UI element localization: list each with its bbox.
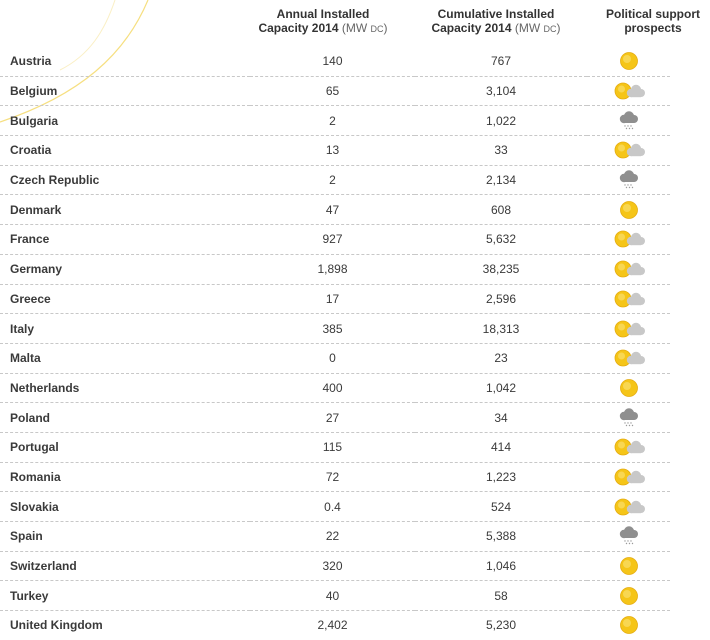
annual-capacity-value: 0.4 <box>250 492 415 522</box>
capacity-table <box>0 47 670 640</box>
rain-cloud-icon <box>611 110 647 132</box>
sun-cloud-icon <box>611 80 647 102</box>
sun-icon <box>611 199 647 221</box>
country-name: Czech Republic <box>0 165 250 195</box>
cumulative-capacity-value: 608 <box>415 195 587 225</box>
header-cumulative-capacity <box>410 7 582 36</box>
table-row <box>0 522 670 552</box>
country-name: Turkey <box>0 581 250 611</box>
table-header <box>0 0 710 48</box>
header-political-line2: prospects <box>624 21 682 35</box>
cumulative-capacity-value: 23 <box>415 343 587 373</box>
annual-capacity-value: 13 <box>250 136 415 166</box>
table-body <box>0 47 670 640</box>
cumulative-capacity-value: 18,313 <box>415 314 587 344</box>
sun-cloud-icon <box>611 228 647 250</box>
cumulative-capacity-value: 5,632 <box>415 225 587 255</box>
political-support-cell <box>587 47 670 76</box>
annual-capacity-value: 2 <box>250 165 415 195</box>
header-political-line1: Political support <box>605 7 700 21</box>
political-support-cell <box>587 462 670 492</box>
rain-cloud-icon <box>611 169 647 191</box>
cumulative-capacity-value: 2,596 <box>415 284 587 314</box>
table-row <box>0 462 670 492</box>
cumulative-capacity-value: 58 <box>415 581 587 611</box>
annual-capacity-value: 22 <box>250 522 415 552</box>
cumulative-capacity-value: 5,388 <box>415 522 587 552</box>
political-support-cell <box>587 522 670 552</box>
country-name: France <box>0 225 250 255</box>
political-support-cell <box>587 225 670 255</box>
table-row <box>0 403 670 433</box>
table-row <box>0 373 670 403</box>
header-cumulative-line2-wrap <box>410 21 582 36</box>
country-name: Slovakia <box>0 492 250 522</box>
political-support-cell <box>587 254 670 284</box>
annual-capacity-value: 17 <box>250 284 415 314</box>
political-support-cell <box>587 551 670 581</box>
table-row <box>0 165 670 195</box>
sun-cloud-icon <box>611 318 647 340</box>
header-annual-capacity <box>240 7 406 36</box>
political-support-cell <box>587 195 670 225</box>
cumulative-capacity-value: 34 <box>415 403 587 433</box>
country-name: Greece <box>0 284 250 314</box>
header-cumulative-unit-close: ) <box>556 21 561 35</box>
header-annual-unit <box>342 21 388 35</box>
table-row <box>0 254 670 284</box>
annual-capacity-value: 400 <box>250 373 415 403</box>
sun-icon <box>611 555 647 577</box>
sun-cloud-icon <box>611 139 647 161</box>
table-row <box>0 581 670 611</box>
sun-cloud-icon <box>611 466 647 488</box>
political-support-cell <box>587 343 670 373</box>
political-support-cell <box>587 611 670 640</box>
cumulative-capacity-value: 767 <box>415 47 587 76</box>
sun-cloud-icon <box>611 288 647 310</box>
country-name: Belgium <box>0 76 250 106</box>
cumulative-capacity-value: 414 <box>415 432 587 462</box>
political-support-cell <box>587 432 670 462</box>
table-row <box>0 284 670 314</box>
annual-capacity-value: 27 <box>250 403 415 433</box>
header-cumulative-line2: Capacity 2014 <box>431 21 512 35</box>
table-row <box>0 492 670 522</box>
table-row <box>0 432 670 462</box>
table-row <box>0 47 670 76</box>
sun-icon <box>611 614 647 636</box>
sun-cloud-icon <box>611 258 647 280</box>
annual-capacity-value: 320 <box>250 551 415 581</box>
table-row <box>0 225 670 255</box>
annual-capacity-value: 40 <box>250 581 415 611</box>
sun-icon <box>611 50 647 72</box>
annual-capacity-value: 140 <box>250 47 415 76</box>
country-name: Malta <box>0 343 250 373</box>
political-support-cell <box>587 106 670 136</box>
country-name: Netherlands <box>0 373 250 403</box>
political-support-cell <box>587 136 670 166</box>
annual-capacity-value: 115 <box>250 432 415 462</box>
table-row <box>0 611 670 640</box>
political-support-cell <box>587 76 670 106</box>
country-name: Bulgaria <box>0 106 250 136</box>
sun-cloud-icon <box>611 496 647 518</box>
cumulative-capacity-value: 524 <box>415 492 587 522</box>
political-support-cell <box>587 373 670 403</box>
country-name: Switzerland <box>0 551 250 581</box>
header-annual-unit-sub: DC <box>370 24 384 34</box>
annual-capacity-value: 927 <box>250 225 415 255</box>
country-name: Portugal <box>0 432 250 462</box>
header-annual-line2-wrap <box>240 21 406 36</box>
cumulative-capacity-value: 2,134 <box>415 165 587 195</box>
country-name: Romania <box>0 462 250 492</box>
cumulative-capacity-value: 1,042 <box>415 373 587 403</box>
annual-capacity-value: 72 <box>250 462 415 492</box>
country-name: Croatia <box>0 136 250 166</box>
annual-capacity-value: 47 <box>250 195 415 225</box>
header-cumulative-unit-text: (MW <box>514 21 541 35</box>
cumulative-capacity-value: 1,223 <box>415 462 587 492</box>
table-row <box>0 106 670 136</box>
political-support-cell <box>587 581 670 611</box>
table-row <box>0 195 670 225</box>
annual-capacity-value: 2,402 <box>317 618 348 633</box>
header-annual-unit-close: ) <box>383 21 388 35</box>
cumulative-capacity-value: 5,230 <box>485 618 517 633</box>
annual-capacity-value: 0 <box>250 343 415 373</box>
annual-capacity-value: 65 <box>250 76 415 106</box>
country-name: Spain <box>0 522 250 552</box>
country-name: Germany <box>0 254 250 284</box>
country-name: Austria <box>0 47 250 76</box>
header-political-support <box>592 7 710 35</box>
country-name: Poland <box>0 403 250 433</box>
annual-capacity-value: 2 <box>250 106 415 136</box>
annual-capacity-value: 1,898 <box>250 254 415 284</box>
table-row <box>0 343 670 373</box>
country-name: Italy <box>0 314 250 344</box>
cumulative-capacity-value: 3,104 <box>415 76 587 106</box>
political-support-cell <box>587 492 670 522</box>
sun-cloud-icon <box>611 347 647 369</box>
cumulative-capacity-value: 38,235 <box>415 254 587 284</box>
rain-cloud-icon <box>611 525 647 547</box>
header-cumulative-unit <box>515 21 561 35</box>
sun-icon <box>611 585 647 607</box>
table-row <box>0 314 670 344</box>
header-annual-line1: Annual Installed <box>276 7 370 21</box>
political-support-cell <box>587 165 670 195</box>
annual-capacity-value: 385 <box>250 314 415 344</box>
political-support-cell <box>587 403 670 433</box>
header-annual-line2: Capacity 2014 <box>258 21 339 35</box>
header-cumulative-line1: Cumulative Installed <box>437 7 555 21</box>
rain-cloud-icon <box>611 407 647 429</box>
table-row <box>0 136 670 166</box>
header-annual-unit-text: (MW <box>341 21 368 35</box>
political-support-cell <box>587 284 670 314</box>
country-name: United Kingdom <box>10 618 103 633</box>
country-name: Denmark <box>0 195 250 225</box>
table-row <box>0 551 670 581</box>
cumulative-capacity-value: 1,022 <box>415 106 587 136</box>
header-cumulative-unit-sub: DC <box>543 24 557 34</box>
cumulative-capacity-value: 33 <box>415 136 587 166</box>
sun-icon <box>611 377 647 399</box>
political-support-cell <box>587 314 670 344</box>
cumulative-capacity-value: 1,046 <box>415 551 587 581</box>
table-row <box>0 76 670 106</box>
sun-cloud-icon <box>611 436 647 458</box>
